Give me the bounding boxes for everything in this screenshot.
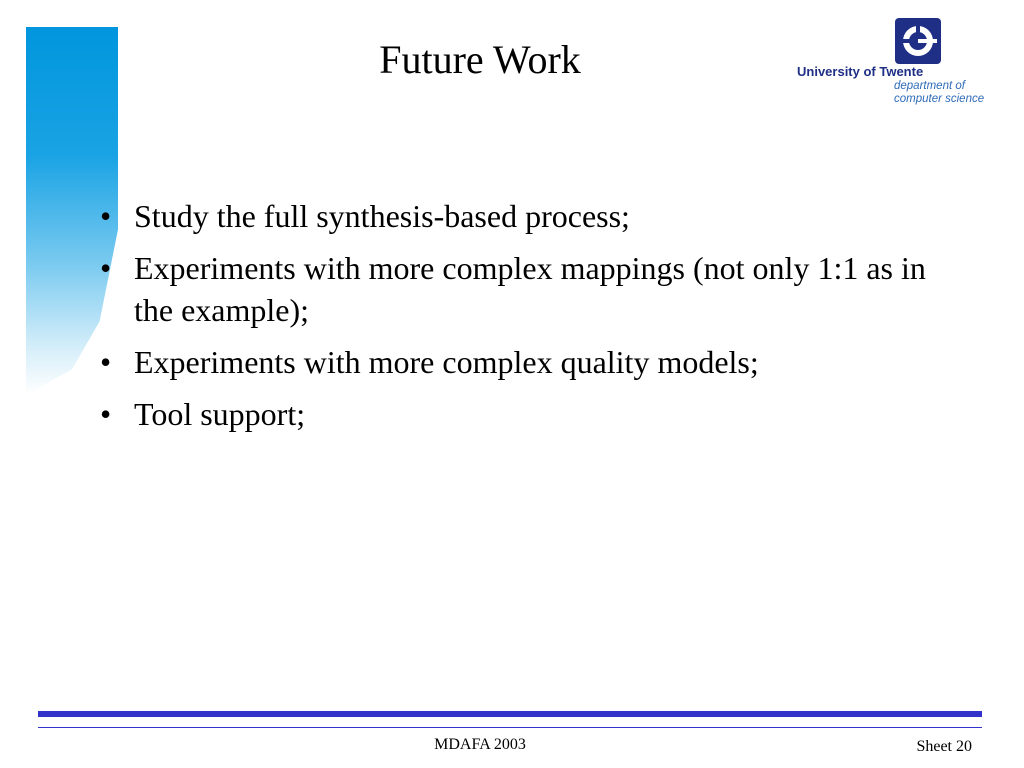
footer-conference: MDAFA 2003 bbox=[434, 736, 526, 753]
bullet-item bbox=[100, 393, 940, 435]
bullet-item bbox=[100, 195, 940, 237]
bullet-text: Tool support; bbox=[134, 396, 306, 432]
bullet-text: Experiments with more complex mappings (not only 1:1 as in the example); bbox=[134, 250, 926, 328]
bullet-dot: • bbox=[100, 344, 112, 380]
department-line-2: computer science bbox=[894, 93, 985, 105]
department-line-1: department of bbox=[894, 80, 965, 92]
bullet-dot: • bbox=[100, 396, 112, 432]
footer-rule-thick bbox=[38, 711, 982, 717]
bullet-list bbox=[100, 195, 940, 445]
bullet-item bbox=[100, 341, 940, 383]
footer-rule-thin bbox=[38, 727, 982, 728]
bullet-dot: • bbox=[100, 198, 112, 234]
bullet-text: Experiments with more complex quality models; bbox=[134, 344, 759, 380]
university-logo-icon bbox=[895, 18, 941, 64]
university-name: University of Twente bbox=[797, 64, 924, 79]
slide-title: Future Work bbox=[379, 37, 581, 82]
bullet-item bbox=[100, 247, 940, 331]
footer-sheet-number: Sheet 20 bbox=[916, 738, 972, 755]
department-name bbox=[894, 80, 984, 106]
bullet-text: Study the full synthesis-based process; bbox=[134, 198, 630, 234]
bullet-dot: • bbox=[100, 250, 112, 286]
